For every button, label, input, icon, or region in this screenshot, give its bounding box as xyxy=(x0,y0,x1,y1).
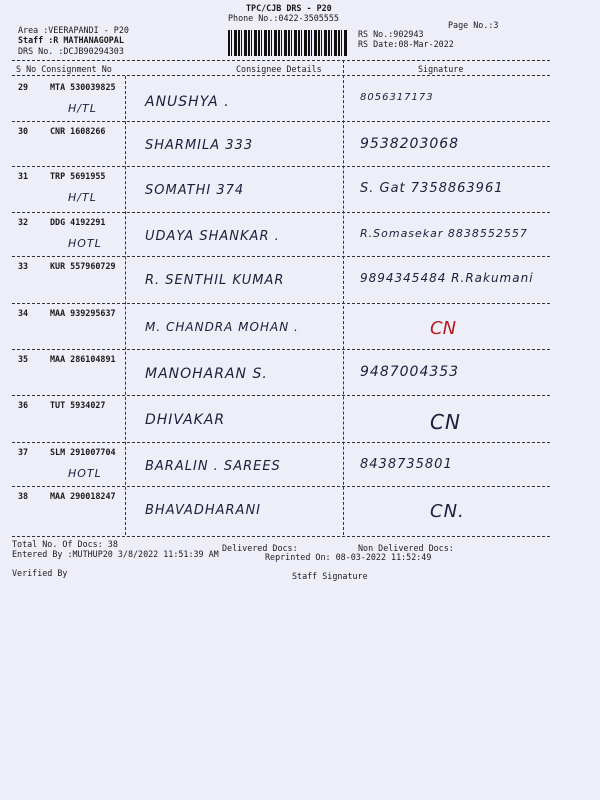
row-serial-number: 29 xyxy=(18,82,29,92)
consignee-name-handwritten: R. SENTHIL KUMAR xyxy=(145,273,285,288)
verified-by: Verified By xyxy=(12,568,68,578)
row-serial-number: 38 xyxy=(18,491,29,501)
consignment-number: SLM 291007704 xyxy=(50,447,116,457)
table-top-rule xyxy=(12,60,550,61)
delivered-docs: Delivered Docs: xyxy=(222,543,298,553)
row-serial-number: 30 xyxy=(18,126,29,136)
column-header-sno-consignment: S No Consignment No xyxy=(16,64,112,74)
row-serial-number: 31 xyxy=(18,171,29,181)
row-separator xyxy=(12,442,550,443)
header-bottom-rule xyxy=(12,75,550,76)
consignment-number: CNR 1608266 xyxy=(50,126,106,136)
consignee-name-handwritten: M. CHANDRA MOHAN . xyxy=(145,320,299,334)
consignment-number: DDG 4192291 xyxy=(50,217,106,227)
sheet-title: TPC/CJB DRS - P20 xyxy=(246,3,332,13)
recipient-signature: CN xyxy=(430,410,461,434)
row-separator xyxy=(12,349,550,350)
consignee-name-handwritten: BARALIN . SAREES xyxy=(145,459,281,474)
row-separator xyxy=(12,486,550,487)
non-delivered-docs: Non Delivered Docs: xyxy=(358,543,454,553)
consignment-number: TUT 5934027 xyxy=(50,400,106,410)
row-separator xyxy=(12,256,550,257)
rs-number: RS No.:902943 xyxy=(358,29,424,39)
consignee-name-handwritten: BHAVADHARANI xyxy=(145,503,262,518)
consignee-name-handwritten: SHARMILA 333 xyxy=(145,138,254,153)
total-docs: Total No. Of Docs: 38 xyxy=(12,539,118,549)
entered-by: Entered By :MUTHUP20 3/8/2022 11:51:39 AM xyxy=(12,549,219,559)
recipient-signature: 8056317173 xyxy=(360,92,434,103)
recipient-signature: S. Gat 7358863961 xyxy=(360,181,504,196)
column-divider-1 xyxy=(125,76,126,535)
row-serial-number: 36 xyxy=(18,400,29,410)
recipient-signature: 9538203068 xyxy=(360,136,460,152)
drs-number: DRS No. :DCJB90294303 xyxy=(18,46,124,56)
row-separator xyxy=(12,212,550,213)
handwritten-mark: H/TL xyxy=(68,191,97,204)
handwritten-mark: HOTL xyxy=(68,237,102,250)
column-header-consignee: Consignee Details xyxy=(236,64,322,74)
column-header-signature: Signature xyxy=(418,64,464,74)
reprinted-on: Reprinted On: 08-03-2022 11:52:49 xyxy=(265,552,432,562)
consignment-number: TRP 5691955 xyxy=(50,171,106,181)
area-label: Area :VEERAPANDI - P20 xyxy=(18,25,129,35)
handwritten-mark: H/TL xyxy=(68,102,97,115)
recipient-signature: 9894345484 R.Rakumani xyxy=(360,271,534,285)
row-separator xyxy=(12,395,550,396)
row-serial-number: 35 xyxy=(18,354,29,364)
staff-label: Staff :R MATHANAGOPAL xyxy=(18,35,124,45)
row-separator xyxy=(12,303,550,304)
table-bottom-rule xyxy=(12,536,550,537)
recipient-signature: CN. xyxy=(430,501,465,522)
recipient-signature: 8438735801 xyxy=(360,457,453,472)
consignee-name-handwritten: DHIVAKAR xyxy=(145,412,226,428)
row-separator xyxy=(12,166,550,167)
column-divider-2 xyxy=(343,60,344,535)
consignment-number: MAA 939295637 xyxy=(50,308,116,318)
phone-number: Phone No.:0422-3505555 xyxy=(228,13,339,23)
barcode-image xyxy=(228,30,348,56)
consignment-number: MAA 286104891 xyxy=(50,354,116,364)
consignment-number: MTA 530039825 xyxy=(50,82,116,92)
handwritten-mark: HOTL xyxy=(68,467,102,480)
consignment-number: KUR 557960729 xyxy=(50,261,116,271)
row-separator xyxy=(12,121,550,122)
row-serial-number: 33 xyxy=(18,261,29,271)
consignee-name-handwritten: ANUSHYA . xyxy=(145,94,230,110)
rs-date: RS Date:08-Mar-2022 xyxy=(358,39,454,49)
row-serial-number: 34 xyxy=(18,308,29,318)
recipient-signature: 9487004353 xyxy=(360,364,460,380)
row-serial-number: 32 xyxy=(18,217,29,227)
consignee-name-handwritten: MANOHARAN S. xyxy=(145,366,268,382)
row-serial-number: 37 xyxy=(18,447,29,457)
page-number: Page No.:3 xyxy=(448,20,499,30)
recipient-signature: CN xyxy=(430,318,457,339)
consignment-number: MAA 290018247 xyxy=(50,491,116,501)
staff-signature: Staff Signature xyxy=(292,571,368,581)
recipient-signature: R.Somasekar 8838552557 xyxy=(360,227,528,240)
consignee-name-handwritten: SOMATHI 374 xyxy=(145,183,245,198)
consignee-name-handwritten: UDAYA SHANKAR . xyxy=(145,229,280,244)
